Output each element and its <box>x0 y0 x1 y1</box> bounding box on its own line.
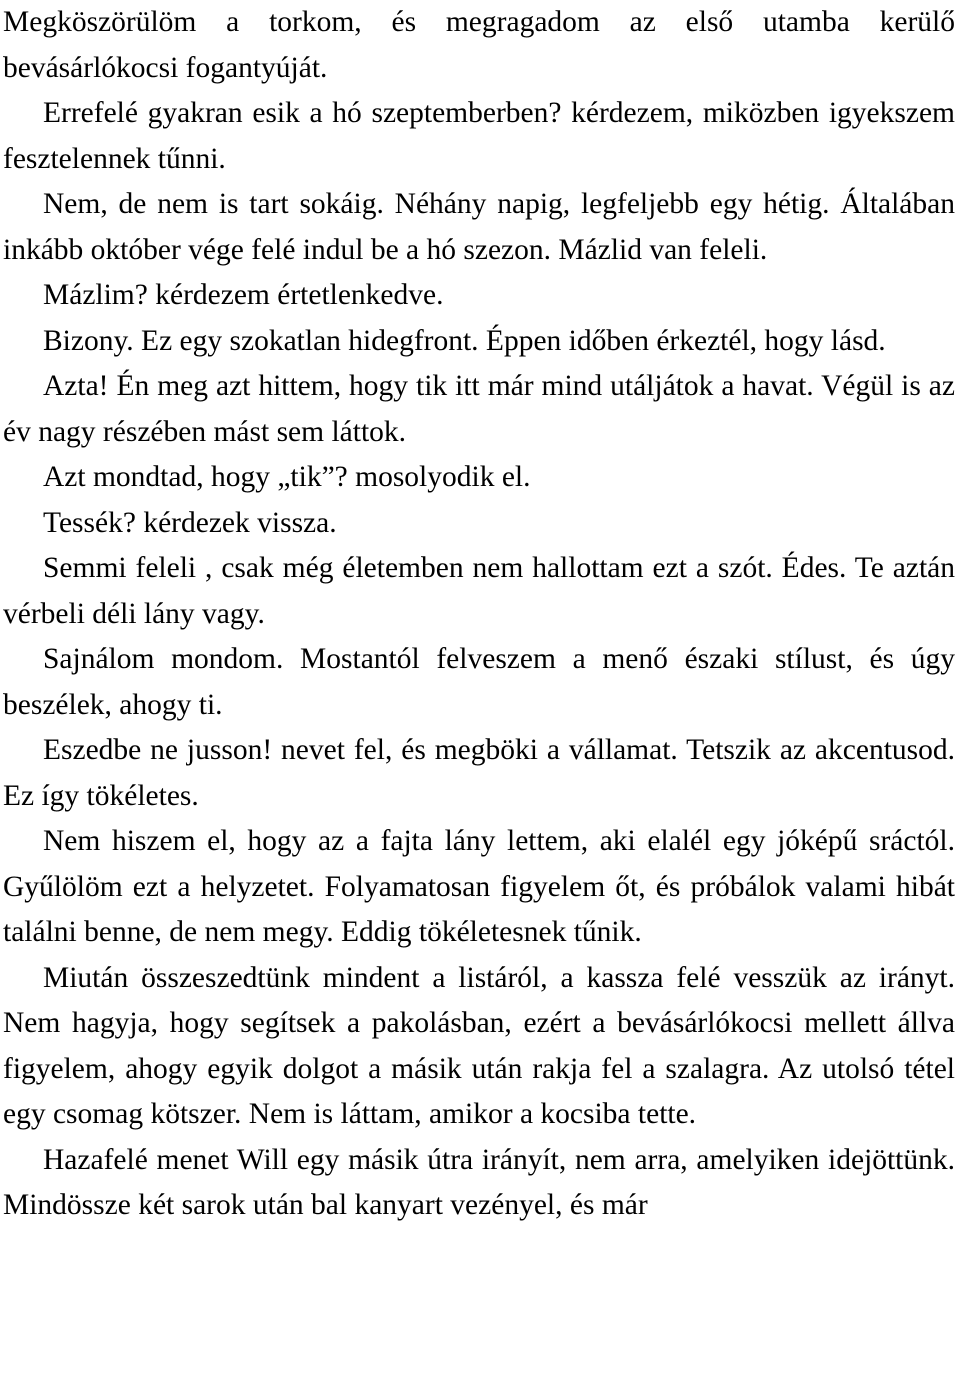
paragraph-snow-question: Errefelé gyakran esik a hó szeptemberben? kérdezem, miközben igyekszem fesztelennek tűnni. <box>3 97 955 175</box>
paragraph-kassza: Miután összeszedtünk mindent a listáról, a kassza felé vesszük az irányt. Nem hagyja, hogy segítsek a pakolásban, ezért a bevásárlókocsi mellett állva figyelem, ahogy egyik dolgot a másik után rakja fel a szalagra. Az utolsó tétel egy csomag kötszer. Nem is láttam, amikor a kocsiba tette. <box>3 961 955 1130</box>
paragraph-hazafele: Hazafelé menet Will egy másik útra irányít, nem arra, amelyiken idejöttünk. Mindössze két sarok után bal kanyart vezényel, és már <box>3 1143 955 1221</box>
paragraph-snow-answer: Nem, de nem is tart sokáig. Néhány napig, legfeljebb egy hétig. Általában inkább október vége felé indul be a hó szezon. Mázlid van feleli. <box>3 188 955 266</box>
paragraph-sajnalom: Sajnálom mondom. Mostantól felveszem a menő északi stílust, és úgy beszélek, ahogy ti. <box>3 643 955 721</box>
paragraph-cold-front: Bizony. Ez egy szokatlan hidegfront. Éppen időben érkeztél, hogy lásd. <box>43 324 886 357</box>
paragraph-semmi: Semmi feleli , csak még életemben nem hallottam ezt a szót. Édes. Te aztán vérbeli déli lány vagy. <box>3 552 955 630</box>
paragraph-eszedbe: Eszedbe ne jusson! nevet fel, és megböki a vállamat. Tetszik az akcentusod. Ez így tökéletes. <box>3 734 955 812</box>
paragraph-tik: Azt mondtad, hogy „tik”? mosolyodik el. <box>43 461 531 493</box>
paragraph-opening: Megköszörülöm a torkom, és megragadom az első utamba kerülő bevásárlókocsi fogantyúját. <box>3 6 955 84</box>
paragraph-azta: Azta! Én meg azt hittem, hogy tik itt már mind utáljátok a havat. Végül is az év nagy részében mást sem láttok. <box>3 370 955 448</box>
document-page <box>3 0 955 1229</box>
paragraph-mazlim: Mázlim? kérdezem értetlenkedve. <box>43 279 444 311</box>
paragraph-nem-hiszem: Nem hiszem el, hogy az a fajta lány lettem, aki elalél egy jóképű sráctól. Gyűlölöm ezt a helyzetet. Folyamatosan figyelem őt, és próbálok valami hibát találni benne, de nem megy. Eddig tökéletesnek tűnik. <box>3 825 955 948</box>
paragraph-tessek: Tessék? kérdezek vissza. <box>43 506 337 539</box>
